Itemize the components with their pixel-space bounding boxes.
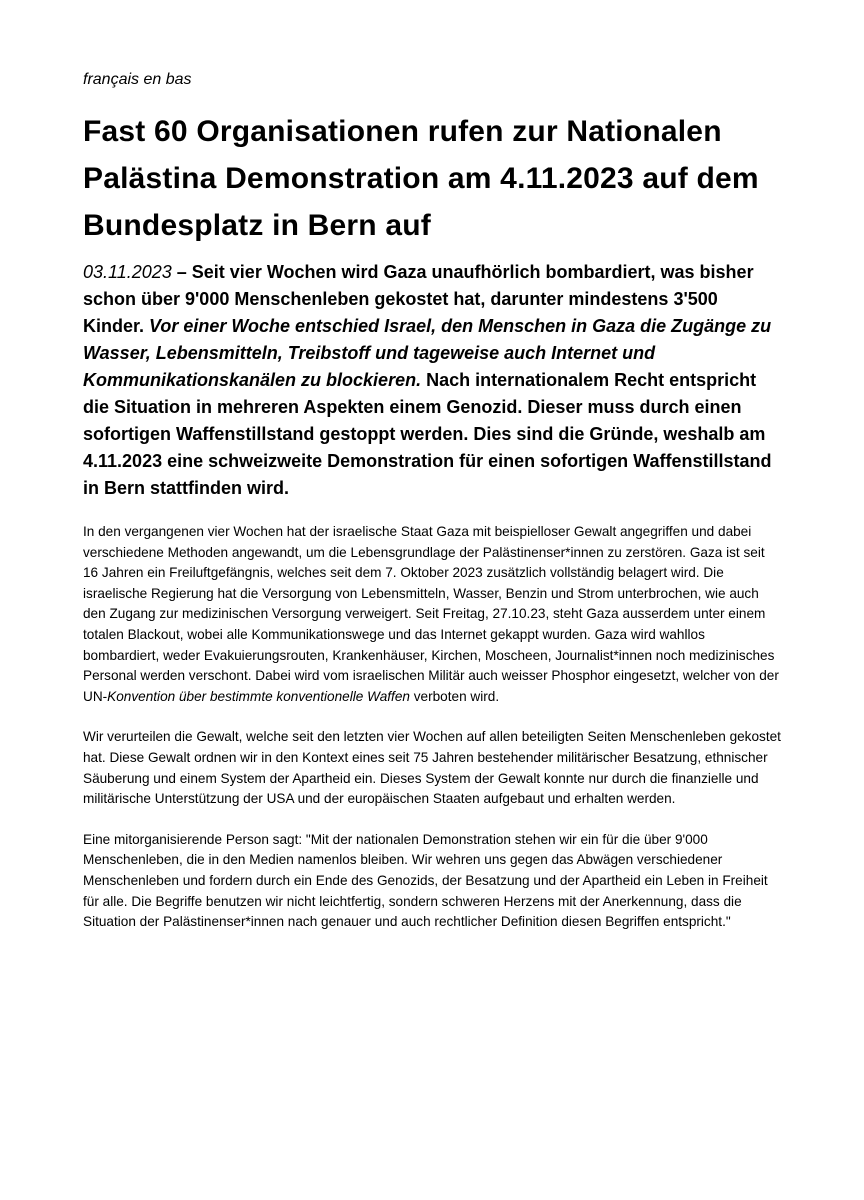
body-paragraph-1-text-a: In den vergangenen vier Wochen hat der israelische Staat Gaza mit beispielloser Gewalt angegriffen und dabei verschiedene Methoden angewandt, um die Lebensgrundlage der Palästinenser*innen zu zerstören. Gaza ist seit 16 Jahren ein Freiluftgefängnis, welches seit dem 7. Oktober 2023 zusätzlich vollständig belagert wird. Die israelische Regierung hat die Versorgung von Lebensmitteln, Wasser, Benzin und Strom unterbrochen, wie auch den Zugang zur medizinischen Versorgung verweigert. Seit Freitag, 27.10.23, steht Gaza ausserdem unter einem totalen Blackout, wobei alle Kommunikationswege und das Internet gekappt wurden. Gaza wird wahllos bombardiert, weder Evakuierungsrouten, Krankenhäuser, Kirchen, Moscheen, Journalist*innen noch medizinisches Personal werden verschont. Dabei wird vom israelischen Militär auch weisser Phosphor eingesetzt, welcher von der UN- <box>83 524 779 704</box>
body-paragraph-1-text-b: verboten wird. <box>409 688 500 704</box>
body-paragraph-3: Eine mitorganisierende Person sagt: "Mit der nationalen Demonstration stehen wir ein für die über 9'000 Menschenleben, die in den Medien namenlos bleiben. Wir wehren uns gegen das Abwägen verschiedener Menschenleben und fordern durch ein Ende des Genozids, der Besatzung und der Apartheid ein Leben in Freiheit für alle. Die Begriffe benutzen wir nicht leichtfertig, sondern schweren Herzens mit der Anerkennung, dass die Situation der Palästinenser*innen nach genauer und auch rechtlicher Definition diesen Begriffen entspricht." <box>83 831 768 930</box>
lead-dash: – <box>171 262 192 282</box>
document-page <box>83 68 783 953</box>
lead-date: 03.11.2023 <box>83 262 172 282</box>
lead-text-italic: Vor einer Woche entschied Israel, den Menschen in Gaza die Zugänge zu Wasser, Lebensmitteln, Treibstoff und tageweise auch Internet und Kommunikationskanälen zu blockieren. <box>83 316 772 390</box>
body-paragraph-1-italic: Konvention über bestimmte konventionelle Waffen <box>107 688 410 704</box>
language-note: français en bas <box>83 71 192 88</box>
lead-paragraph <box>83 259 783 502</box>
lead-text-part1: Seit vier Wochen wird Gaza unaufhörlich bombardiert, was bisher schon über 9'000 Menschenleben gekostet hat, darunter mindestens 3'500 Kinder. <box>83 262 754 336</box>
lead-text-part3: Nach internationalem Recht entspricht die Situation in mehreren Aspekten einem Genozid. Dieser muss durch einen sofortigen Waffenstillstand gestoppt werden. Dies sind die Gründe, weshalb am 4.11.2023 eine schweizweite Demonstration für einen sofortigen Waffenstillstand in Bern stattfinden wird. <box>83 370 772 498</box>
page-title: Fast 60 Organisationen rufen zur Nationalen Palästina Demonstration am 4.11.2023 auf dem Bundesplatz in Bern auf <box>83 115 759 242</box>
body-paragraph-2: Wir verurteilen die Gewalt, welche seit den letzten vier Wochen auf allen beteiligten Seiten Menschenleben gekostet hat. Diese Gewalt ordnen wir in den Kontext eines seit 75 Jahren bestehender militärischer Besatzung, ethnischer Säuberung und einem System der Apartheid ein. Dieses System der Gewalt konnte nur durch die finanzielle und militärische Unterstützung der USA und der europäischen Staaten aufgebaut und erhalten werden. <box>83 729 781 807</box>
body-paragraph-1 <box>83 522 783 707</box>
